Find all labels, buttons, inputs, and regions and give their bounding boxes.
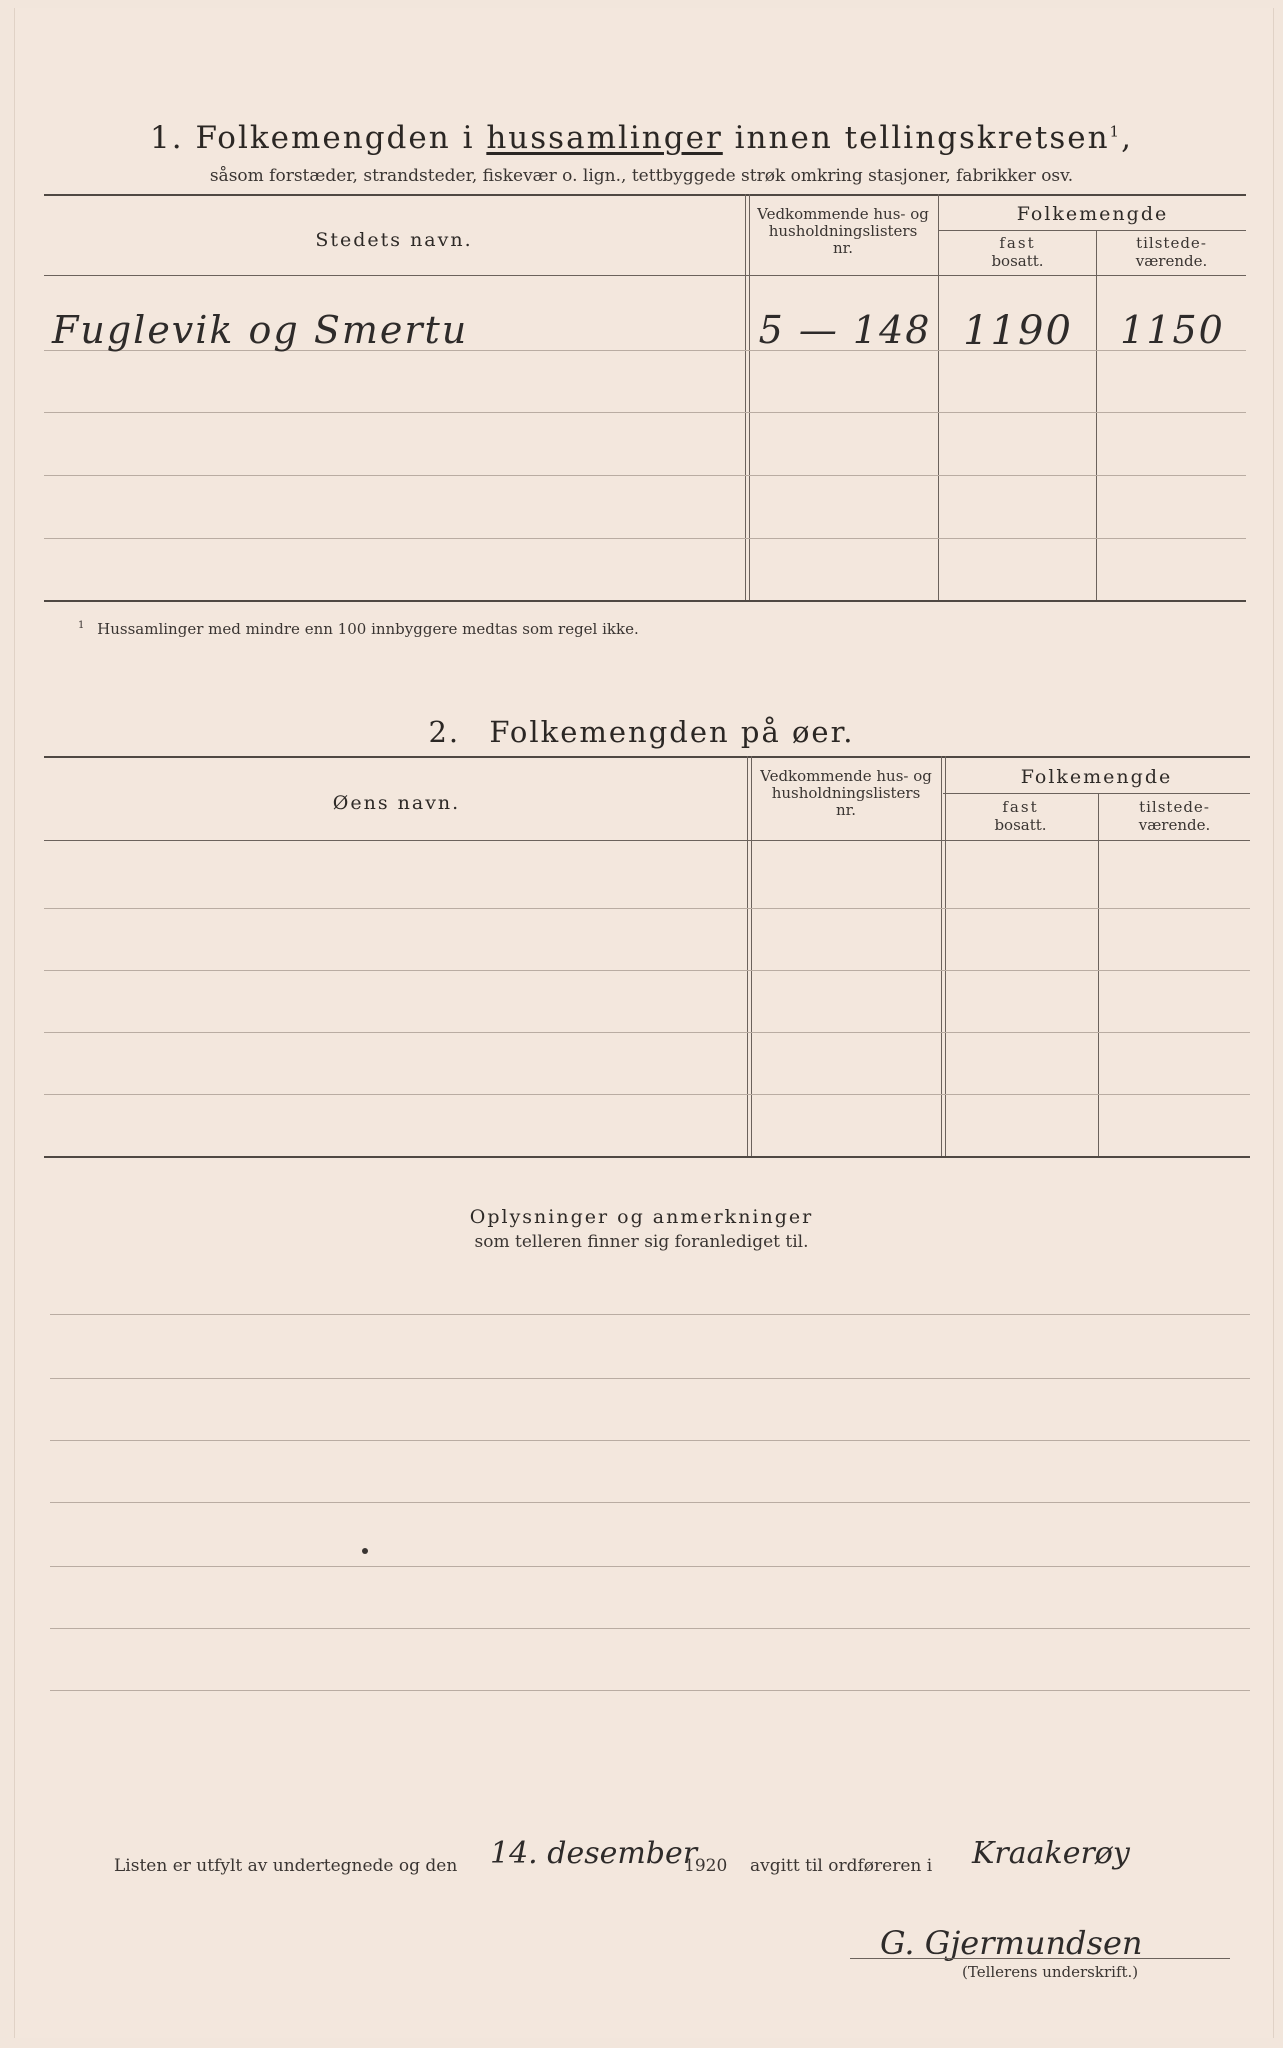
remarks-line — [50, 1314, 1250, 1315]
section1-title-after: innen tellingskretsen — [734, 120, 1110, 156]
table1-divider-fast — [1096, 230, 1097, 601]
table2-col-lists-line2: husholdningslisters — [771, 784, 921, 802]
table2-top-rule — [44, 756, 1250, 758]
table2-col-place: Øens navn. — [332, 792, 461, 814]
table1-col-fast-line2: bosatt. — [991, 252, 1044, 270]
table2-col-pop: Folkemengde — [1020, 766, 1173, 788]
table2-col-fast-line1: fast — [1002, 798, 1039, 816]
signature-signer: G. Gjermundsen — [880, 1924, 1143, 1962]
remarks-subtitle: som telleren finner sig foranlediget til. — [474, 1232, 809, 1252]
footnote-mark: 1 — [78, 620, 85, 631]
table2-col-tilst — [1099, 798, 1250, 834]
table2-row-rule — [44, 908, 1250, 909]
section1-title-end: , — [1121, 120, 1133, 156]
table1-col-tilst-line2: værende. — [1135, 252, 1208, 270]
table2-row-rule — [44, 1032, 1250, 1033]
table1-row-rule — [44, 412, 1246, 413]
table1-col-pop: Folkemengde — [1016, 203, 1169, 225]
remarks-line — [50, 1566, 1250, 1567]
signature-rule — [850, 1958, 1230, 1959]
remarks-line — [50, 1502, 1250, 1503]
section1-title-underlined: hussamlinger — [486, 120, 723, 156]
remarks-line — [50, 1628, 1250, 1629]
table1-row1-place: Fuglevik og Smertu — [52, 308, 469, 352]
table1-divider-pop — [938, 194, 939, 601]
remarks-line — [50, 1440, 1250, 1441]
table1-row-rule — [44, 475, 1246, 476]
table1-col-tilst — [1097, 234, 1246, 270]
table1-bottom-rule — [44, 600, 1246, 602]
table1-col-tilst-line1: tilstede- — [1136, 234, 1207, 252]
table1-col-lists-line3: nr. — [833, 239, 853, 257]
signature-text-before: Listen er utfylt av undertegnede og den — [114, 1856, 458, 1876]
table2-col-lists-line1: Vedkommende hus- og — [760, 767, 932, 785]
signature-caption: (Tellerens underskrift.) — [962, 1963, 1139, 1981]
table2-divider-fast — [1098, 793, 1099, 1156]
table2-col-fast — [943, 798, 1098, 834]
section1-number: 1. — [150, 120, 184, 156]
section1-subtitle: såsom forstæder, strandsteder, fiskevær o. lign., tettbyggede strøk omkring stasjoner, fabrikker osv. — [209, 166, 1074, 186]
signature-date: 14. desember — [490, 1836, 698, 1871]
table2-divider-pop — [941, 756, 946, 1156]
section2-title — [0, 715, 1283, 749]
table2-header-rule — [44, 840, 1250, 841]
table2-col-tilst-line1: tilstede- — [1139, 798, 1210, 816]
table2-pop-subrule — [943, 793, 1250, 794]
section1-title-sup: 1 — [1109, 122, 1122, 141]
table1-header-rule — [44, 275, 1246, 276]
table2-row-rule — [44, 970, 1250, 971]
table1-col-fast-line1: fast — [999, 234, 1036, 252]
section2-title-text: Folkemengden på øer. — [489, 715, 855, 749]
section2-number: 2. — [428, 715, 461, 749]
table1-row1-tilst: 1150 — [1120, 308, 1225, 352]
section1-title-before: Folkemengden i — [195, 120, 475, 156]
table1-col-place: Stedets navn. — [315, 229, 473, 251]
table1-col-lists — [748, 206, 938, 257]
table2-bottom-rule — [44, 1156, 1250, 1158]
table2-col-lists — [750, 768, 942, 819]
table2-col-tilst-line2: værende. — [1138, 816, 1211, 834]
signature-municipality: Kraakerøy — [972, 1836, 1130, 1871]
table1-row1-lists: 5 — 148 — [758, 308, 932, 352]
remarks-line — [50, 1378, 1250, 1379]
table2-row-rule — [44, 1094, 1250, 1095]
table1-col-lists-line2: husholdningslisters — [768, 222, 918, 240]
footnote-text: Hussamlinger med mindre enn 100 innbyggere medtas som regel ikke. — [97, 620, 639, 638]
table1-footnote — [78, 620, 639, 638]
table1-col-fast — [939, 234, 1096, 270]
table2-col-fast-line2: bosatt. — [994, 816, 1047, 834]
section1-title — [0, 120, 1283, 156]
ink-speck — [362, 1548, 368, 1554]
table1-col-lists-line1: Vedkommende hus- og — [757, 205, 929, 223]
table1-top-rule — [44, 194, 1246, 196]
signature-year: 1920 — [684, 1856, 728, 1876]
table1-row1-fast: 1190 — [963, 308, 1073, 354]
table2-divider-lists — [747, 756, 752, 1156]
signature-text-mid: avgitt til ordføreren i — [750, 1856, 933, 1876]
table1-row-rule — [44, 538, 1246, 539]
table2-col-lists-line3: nr. — [836, 801, 856, 819]
remarks-line — [50, 1690, 1250, 1691]
table1-pop-subrule — [939, 230, 1246, 231]
table1-divider-lists — [745, 194, 750, 601]
remarks-title: Oplysninger og anmerkninger — [469, 1206, 814, 1228]
